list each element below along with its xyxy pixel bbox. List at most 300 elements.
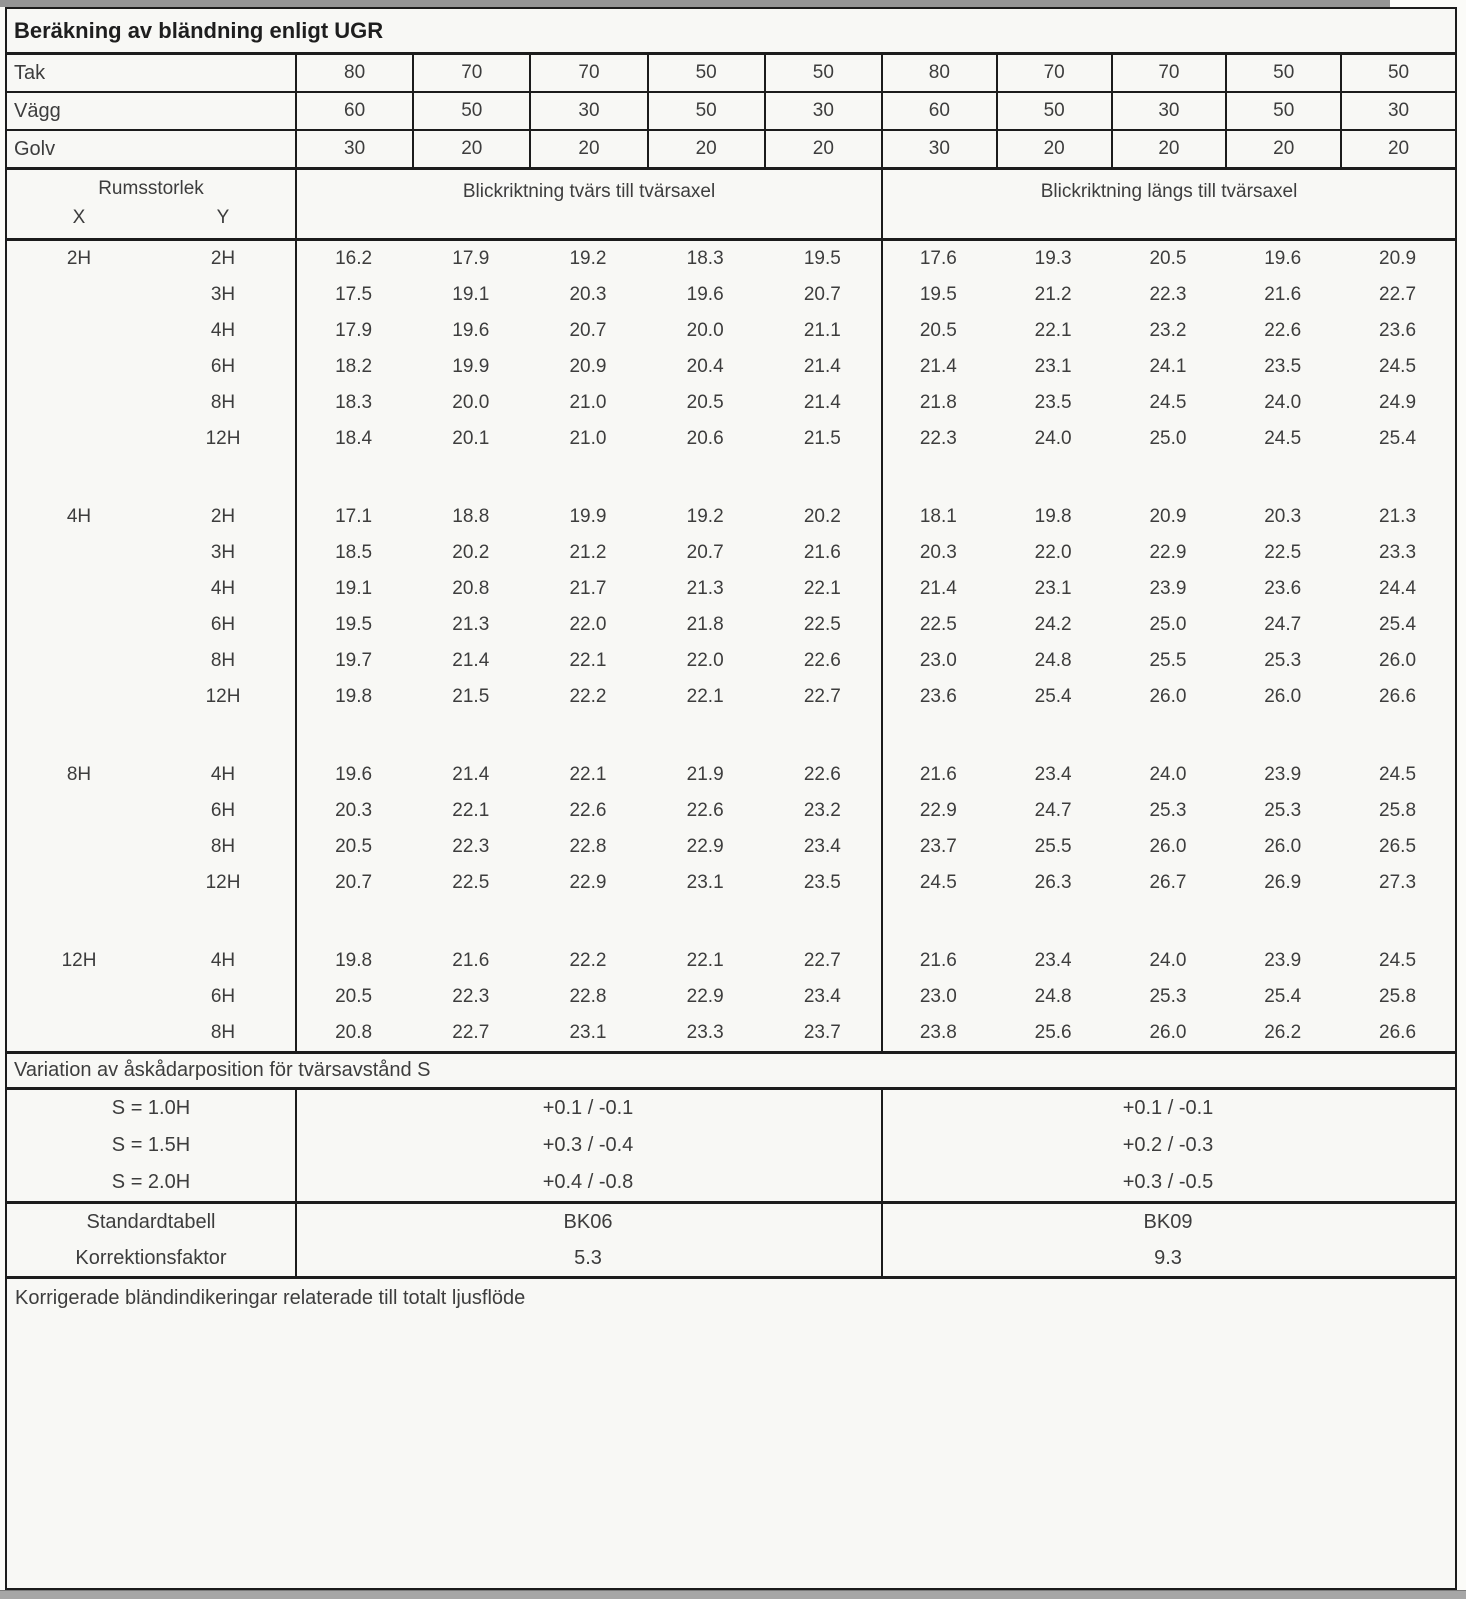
ugr-value-cell: 23.5 [1034, 392, 1072, 413]
room-y-cell: 12H [205, 428, 241, 449]
ugr-value-cell: 20.9 [1379, 248, 1417, 269]
ugr-value-cell: 20.0 [452, 392, 490, 413]
ugr-value-cell: 22.1 [569, 764, 607, 785]
ugr-value-cell: 21.4 [919, 356, 957, 377]
ugr-value-cell: 22.1 [686, 950, 724, 971]
ugr-value-cell: 25.5 [1149, 650, 1187, 671]
view-direction-transverse-header-cell [295, 170, 881, 238]
room-y-cell: 4H [210, 578, 236, 599]
surface-value-cell: 20 [764, 131, 881, 167]
room-x-cell [7, 679, 151, 715]
ugr-value-cell: 20.2 [452, 542, 490, 563]
ugr-value-cell: 25.4 [1379, 614, 1417, 635]
ugr-value-cell: 22.6 [1264, 320, 1302, 341]
variation-row [7, 1127, 1455, 1164]
ugr-value-cell: 23.6 [1379, 320, 1417, 341]
room-y-cell: 8H [210, 392, 236, 413]
ugr-value-cell: 19.6 [1264, 248, 1302, 269]
ugr-value-cell: 22.9 [569, 872, 607, 893]
ugr-data-row [7, 421, 1455, 457]
ugr-value-cell: 21.5 [452, 686, 490, 707]
ugr-value-cell: 27.3 [1379, 872, 1417, 893]
room-x-cell [7, 385, 151, 421]
ugr-value-cell: 21.0 [569, 392, 607, 413]
ugr-value-cell: 22.9 [1149, 542, 1187, 563]
ugr-value-cell: 22.5 [452, 872, 490, 893]
ugr-value-cell: 19.2 [686, 506, 724, 527]
ugr-value-cell: 24.8 [1034, 986, 1072, 1007]
room-x-cell [7, 349, 151, 385]
ugr-value-cell: 25.8 [1379, 800, 1417, 821]
ugr-value-cell: 23.7 [803, 1022, 841, 1043]
ugr-value-cell: 18.3 [335, 392, 373, 413]
ugr-value-cell: 22.0 [569, 614, 607, 635]
ugr-value-cell: 24.9 [1379, 392, 1417, 413]
summary-rows [7, 1204, 1455, 1279]
ugr-value-cell: 25.3 [1149, 800, 1187, 821]
ugr-value-cell: 20.5 [919, 320, 957, 341]
window-edge-top [0, 0, 1390, 7]
room-y-cell: 3H [210, 542, 236, 563]
ugr-value-cell: 23.3 [686, 1022, 724, 1043]
surface-value-cell: 70 [1111, 55, 1226, 91]
ugr-value-cell: 22.6 [803, 650, 841, 671]
ugr-value-cell: 23.8 [919, 1022, 957, 1043]
ugr-value-cell: 22.2 [569, 950, 607, 971]
ugr-data-row [7, 277, 1455, 313]
room-size-header-cell [7, 170, 295, 238]
ugr-value-cell: 17.1 [335, 506, 373, 527]
ugr-value-cell: 25.0 [1149, 428, 1187, 449]
ugr-value-cell: 17.9 [452, 248, 490, 269]
ugr-value-cell: 21.8 [919, 392, 957, 413]
ugr-value-cell: 22.3 [452, 836, 490, 857]
ugr-value-cell: 23.6 [919, 686, 957, 707]
ugr-data-row [7, 643, 1455, 679]
ugr-value-cell: 19.5 [335, 614, 373, 635]
ugr-value-cell: 23.5 [803, 872, 841, 893]
ugr-data-row [7, 829, 1455, 865]
ugr-value-cell: 22.7 [803, 950, 841, 971]
ugr-value-cell: 23.4 [1034, 764, 1072, 785]
variation-left-value: +0.3 / -0.4 [542, 1134, 634, 1156]
summary-row-label: Korrektionsfaktor [75, 1247, 227, 1269]
ugr-value-cell: 21.0 [569, 428, 607, 449]
ugr-data-row [7, 385, 1455, 421]
surface-value-cell: 50 [647, 93, 764, 129]
ugr-value-cell: 24.5 [1379, 950, 1417, 971]
surface-value-cell: 50 [412, 93, 529, 129]
ugr-value-cell: 22.1 [569, 650, 607, 671]
ugr-value-cell: 25.4 [1379, 428, 1417, 449]
ugr-value-cell: 22.7 [452, 1022, 490, 1043]
ugr-value-cell: 23.1 [1034, 356, 1072, 377]
surface-row-label: Vägg [14, 100, 61, 122]
ugr-value-cell: 22.6 [686, 800, 724, 821]
surface-row-label: Tak [14, 62, 46, 84]
room-y-cell: 4H [210, 320, 236, 341]
surface-value-cell: 20 [1225, 131, 1340, 167]
ugr-value-cell: 20.5 [335, 836, 373, 857]
ugr-data-row [7, 865, 1455, 901]
ugr-value-cell: 19.9 [569, 506, 607, 527]
ugr-value-cell: 25.3 [1264, 800, 1302, 821]
ugr-value-cell: 26.3 [1034, 872, 1072, 893]
ugr-value-cell: 19.6 [452, 320, 490, 341]
ugr-value-cell: 20.5 [335, 986, 373, 1007]
surface-value-cell: 50 [1225, 93, 1340, 129]
ugr-value-cell: 21.6 [452, 950, 490, 971]
ugr-value-cell: 19.8 [335, 686, 373, 707]
ugr-value-cell: 22.1 [1034, 320, 1072, 341]
surface-value-cell: 20 [1340, 131, 1455, 167]
ugr-value-cell: 22.5 [803, 614, 841, 635]
ugr-value-cell: 24.8 [1034, 650, 1072, 671]
ugr-value-cell: 26.9 [1264, 872, 1302, 893]
room-x-cell [7, 1015, 151, 1051]
ugr-data-row [7, 535, 1455, 571]
ugr-data-row [7, 757, 1455, 793]
ugr-value-cell: 22.5 [919, 614, 957, 635]
ugr-value-cell: 21.2 [569, 542, 607, 563]
ugr-data-row [7, 607, 1455, 643]
ugr-value-cell: 26.0 [1379, 650, 1417, 671]
variation-row [7, 1164, 1455, 1201]
room-x-cell [7, 571, 151, 607]
room-x-cell [7, 421, 151, 457]
ugr-data-row [7, 313, 1455, 349]
ugr-value-cell: 24.0 [1034, 428, 1072, 449]
ugr-value-cell: 23.1 [1034, 578, 1072, 599]
ugr-value-cell: 21.6 [803, 542, 841, 563]
surface-value-cell: 70 [412, 55, 529, 91]
ugr-value-cell: 23.2 [1149, 320, 1187, 341]
ugr-value-cell: 20.9 [569, 356, 607, 377]
ugr-value-cell: 24.1 [1149, 356, 1187, 377]
ugr-value-cell: 23.3 [1379, 542, 1417, 563]
ugr-value-cell: 20.8 [335, 1022, 373, 1043]
ugr-value-cell: 22.3 [452, 986, 490, 1007]
ugr-value-cell: 20.7 [569, 320, 607, 341]
view-direction-longitudinal-header-cell [881, 170, 1455, 238]
ugr-value-cell: 20.5 [1149, 248, 1187, 269]
ugr-data-row [7, 349, 1455, 385]
variation-row-label: S = 2.0H [111, 1171, 191, 1193]
surface-row [7, 93, 1455, 131]
ugr-value-cell: 20.3 [569, 284, 607, 305]
ugr-value-cell: 25.8 [1379, 986, 1417, 1007]
room-x-cell: 2H [66, 248, 92, 269]
surface-value-cell: 30 [764, 93, 881, 129]
y-column-header: Y [216, 207, 230, 228]
surface-value-cell: 20 [412, 131, 529, 167]
room-y-cell: 6H [210, 614, 236, 635]
ugr-value-cell: 18.1 [919, 506, 957, 527]
ugr-value-cell: 24.5 [1149, 392, 1187, 413]
ugr-data-row [7, 679, 1455, 715]
surface-value-cell: 70 [529, 55, 646, 91]
surface-value-cell: 20 [647, 131, 764, 167]
room-y-cell: 12H [205, 872, 241, 893]
room-x-cell [7, 829, 151, 865]
summary-left-value: BK06 [563, 1211, 613, 1233]
summary-right-value: BK09 [1143, 1211, 1193, 1233]
column-header-band [7, 170, 1455, 241]
summary-row-label: Standardtabell [86, 1211, 216, 1233]
ugr-value-cell: 18.3 [686, 248, 724, 269]
surface-row [7, 131, 1455, 170]
surface-value-cell: 30 [1340, 93, 1455, 129]
ugr-value-cell: 18.5 [335, 542, 373, 563]
ugr-value-cell: 22.5 [1264, 542, 1302, 563]
ugr-value-cell: 19.1 [452, 284, 490, 305]
ugr-value-cell: 19.8 [335, 950, 373, 971]
ugr-value-cell: 24.4 [1379, 578, 1417, 599]
surface-row [7, 55, 1455, 93]
room-y-cell: 8H [210, 650, 236, 671]
ugr-table-sheet [5, 7, 1457, 1590]
ugr-value-cell: 21.3 [452, 614, 490, 635]
surface-value-cell: 60 [881, 93, 996, 129]
ugr-value-cell: 24.5 [1379, 356, 1417, 377]
ugr-value-cell: 23.7 [919, 836, 957, 857]
variation-left-value: +0.4 / -0.8 [542, 1171, 634, 1193]
ugr-value-cell: 21.4 [803, 392, 841, 413]
ugr-value-cell: 21.2 [1034, 284, 1072, 305]
variation-row-label: S = 1.0H [111, 1097, 191, 1119]
ugr-value-cell: 23.9 [1264, 950, 1302, 971]
ugr-value-cell: 22.1 [803, 578, 841, 599]
surface-value-cell: 20 [996, 131, 1111, 167]
surface-reflectance-rows [7, 55, 1455, 170]
surface-value-cell: 20 [529, 131, 646, 167]
surface-value-cell: 60 [295, 93, 412, 129]
surface-value-cell: 70 [996, 55, 1111, 91]
surface-value-cell: 50 [647, 55, 764, 91]
room-y-cell: 8H [210, 836, 236, 857]
ugr-value-cell: 24.0 [1149, 764, 1187, 785]
ugr-value-cell: 26.6 [1379, 686, 1417, 707]
ugr-value-cell: 21.8 [686, 614, 724, 635]
ugr-value-cell: 16.2 [335, 248, 373, 269]
ugr-value-cell: 20.3 [919, 542, 957, 563]
variation-left-value: +0.1 / -0.1 [542, 1097, 634, 1119]
ugr-value-cell: 23.9 [1149, 578, 1187, 599]
ugr-value-cell: 25.4 [1264, 986, 1302, 1007]
ugr-value-cell: 20.9 [1149, 506, 1187, 527]
ugr-data-row [7, 571, 1455, 607]
ugr-value-cell: 21.6 [1264, 284, 1302, 305]
ugr-value-cell: 24.7 [1034, 800, 1072, 821]
room-x-cell [7, 643, 151, 679]
room-y-cell: 4H [210, 764, 236, 785]
room-x-cell: 12H [61, 950, 97, 971]
ugr-value-cell: 20.6 [686, 428, 724, 449]
surface-value-cell: 30 [295, 131, 412, 167]
surface-row-label: Golv [14, 138, 56, 160]
ugr-value-cell: 20.7 [803, 284, 841, 305]
room-y-cell: 6H [210, 986, 236, 1007]
ugr-value-cell: 21.3 [1379, 506, 1417, 527]
table-title: Beräkning av bländning enligt UGR [7, 9, 1455, 55]
ugr-value-cell: 18.4 [335, 428, 373, 449]
ugr-value-cell: 23.5 [1264, 356, 1302, 377]
ugr-value-cell: 25.6 [1034, 1022, 1072, 1043]
surface-value-cell: 80 [881, 55, 996, 91]
ugr-value-cell: 20.4 [686, 356, 724, 377]
ugr-value-cell: 24.5 [1264, 428, 1302, 449]
summary-right-value: 9.3 [1154, 1247, 1182, 1269]
ugr-value-cell: 18.8 [452, 506, 490, 527]
ugr-value-cell: 22.1 [452, 800, 490, 821]
ugr-value-cell: 24.5 [919, 872, 957, 893]
summary-row [7, 1204, 1455, 1240]
ugr-data-row [7, 793, 1455, 829]
ugr-value-cell: 21.4 [452, 650, 490, 671]
ugr-value-cell: 20.7 [335, 872, 373, 893]
surface-value-cell: 50 [1225, 55, 1340, 91]
room-y-cell: 6H [210, 800, 236, 821]
ugr-value-cell: 17.6 [919, 248, 957, 269]
ugr-value-cell: 26.0 [1264, 686, 1302, 707]
view-direction-transverse-header: Blickriktning tvärs till tvärsaxel [462, 181, 716, 202]
room-y-cell: 8H [210, 1022, 236, 1043]
ugr-value-cell: 23.9 [1264, 764, 1302, 785]
room-y-cell: 6H [210, 356, 236, 377]
surface-value-cell: 20 [1111, 131, 1226, 167]
ugr-value-cell: 22.6 [803, 764, 841, 785]
x-column-header: X [72, 207, 86, 228]
ugr-data-row [7, 241, 1455, 277]
ugr-value-cell: 17.5 [335, 284, 373, 305]
ugr-value-cell: 21.6 [919, 950, 957, 971]
ugr-value-cell: 22.0 [1034, 542, 1072, 563]
ugr-value-cell: 24.0 [1149, 950, 1187, 971]
surface-value-cell: 30 [529, 93, 646, 129]
room-y-cell: 2H [210, 248, 236, 269]
ugr-value-cell: 20.0 [686, 320, 724, 341]
ugr-value-cell: 23.4 [803, 986, 841, 1007]
ugr-value-cell: 22.9 [686, 836, 724, 857]
ugr-group-gap [7, 457, 1455, 499]
ugr-value-cell: 22.9 [686, 986, 724, 1007]
ugr-value-cell: 22.7 [803, 686, 841, 707]
room-x-cell: 4H [66, 506, 92, 527]
ugr-value-cell: 23.6 [1264, 578, 1302, 599]
ugr-value-cell: 23.1 [686, 872, 724, 893]
ugr-value-cell: 26.0 [1149, 1022, 1187, 1043]
ugr-value-cell: 24.2 [1034, 614, 1072, 635]
ugr-value-cell: 25.5 [1034, 836, 1072, 857]
ugr-value-cell: 23.4 [803, 836, 841, 857]
room-x-cell: 8H [66, 764, 92, 785]
room-y-cell: 2H [210, 506, 236, 527]
room-size-label: Rumsstorlek [98, 178, 204, 199]
room-x-cell [7, 313, 151, 349]
ugr-data-row [7, 499, 1455, 535]
surface-value-cell: 50 [996, 93, 1111, 129]
ugr-value-cell: 23.4 [1034, 950, 1072, 971]
ugr-value-cell: 21.4 [919, 578, 957, 599]
ugr-value-cell: 22.0 [686, 650, 724, 671]
ugr-value-cell: 25.0 [1149, 614, 1187, 635]
ugr-value-cell: 22.3 [919, 428, 957, 449]
ugr-value-cell: 25.4 [1034, 686, 1072, 707]
variation-row-label: S = 1.5H [111, 1134, 191, 1156]
ugr-value-cell: 26.0 [1149, 686, 1187, 707]
ugr-data-row [7, 979, 1455, 1015]
room-x-cell [7, 277, 151, 313]
surface-value-cell: 50 [764, 55, 881, 91]
ugr-group-gap [7, 715, 1455, 757]
ugr-value-cell: 19.6 [686, 284, 724, 305]
ugr-value-cell: 19.5 [919, 284, 957, 305]
ugr-value-cell: 19.7 [335, 650, 373, 671]
room-x-cell [7, 535, 151, 571]
ugr-value-cell: 21.3 [686, 578, 724, 599]
ugr-value-cell: 20.7 [686, 542, 724, 563]
summary-left-value: 5.3 [574, 1247, 602, 1269]
ugr-value-cell: 23.0 [919, 986, 957, 1007]
ugr-value-cell: 21.4 [452, 764, 490, 785]
ugr-value-cell: 20.1 [452, 428, 490, 449]
ugr-value-cell: 23.2 [803, 800, 841, 821]
room-x-cell [7, 979, 151, 1015]
ugr-value-cell: 23.0 [919, 650, 957, 671]
ugr-group-gap [7, 901, 1455, 943]
surface-value-cell: 30 [1111, 93, 1226, 129]
ugr-value-cell: 21.5 [803, 428, 841, 449]
view-direction-longitudinal-header: Blickriktning längs till tvärsaxel [1040, 181, 1298, 202]
room-y-cell: 3H [210, 284, 236, 305]
ugr-value-cell: 24.5 [1379, 764, 1417, 785]
variation-heading: Variation av åskådarposition för tvärsavstånd S [7, 1054, 1455, 1090]
ugr-value-cell: 23.1 [569, 1022, 607, 1043]
ugr-data-block [7, 241, 1455, 1054]
surface-value-cell: 80 [295, 55, 412, 91]
ugr-value-cell: 19.3 [1034, 248, 1072, 269]
variation-right-value: +0.2 / -0.3 [1122, 1134, 1214, 1156]
ugr-value-cell: 26.5 [1379, 836, 1417, 857]
ugr-value-cell: 22.6 [569, 800, 607, 821]
ugr-value-cell: 21.7 [569, 578, 607, 599]
surface-value-cell: 30 [881, 131, 996, 167]
ugr-value-cell: 19.8 [1034, 506, 1072, 527]
ugr-value-cell: 25.3 [1149, 986, 1187, 1007]
ugr-value-cell: 20.2 [803, 506, 841, 527]
ugr-value-cell: 18.2 [335, 356, 373, 377]
variation-row [7, 1090, 1455, 1127]
room-y-cell: 12H [205, 686, 241, 707]
ugr-value-cell: 20.8 [452, 578, 490, 599]
ugr-value-cell: 26.0 [1264, 836, 1302, 857]
room-x-cell [7, 607, 151, 643]
ugr-value-cell: 20.5 [686, 392, 724, 413]
ugr-value-cell: 22.7 [1379, 284, 1417, 305]
ugr-value-cell: 21.9 [686, 764, 724, 785]
ugr-value-cell: 22.2 [569, 686, 607, 707]
ugr-data-row [7, 943, 1455, 979]
ugr-value-cell: 20.3 [335, 800, 373, 821]
ugr-value-cell: 24.0 [1264, 392, 1302, 413]
room-x-cell [7, 865, 151, 901]
window-edge-bottom [0, 1590, 1466, 1599]
variation-rows [7, 1090, 1455, 1204]
room-y-cell: 4H [210, 950, 236, 971]
ugr-value-cell: 21.4 [803, 356, 841, 377]
footer-heading: Korrigerade bländindikeringar relaterade till totalt ljusflöde [15, 1287, 526, 1309]
ugr-value-cell: 25.3 [1264, 650, 1302, 671]
